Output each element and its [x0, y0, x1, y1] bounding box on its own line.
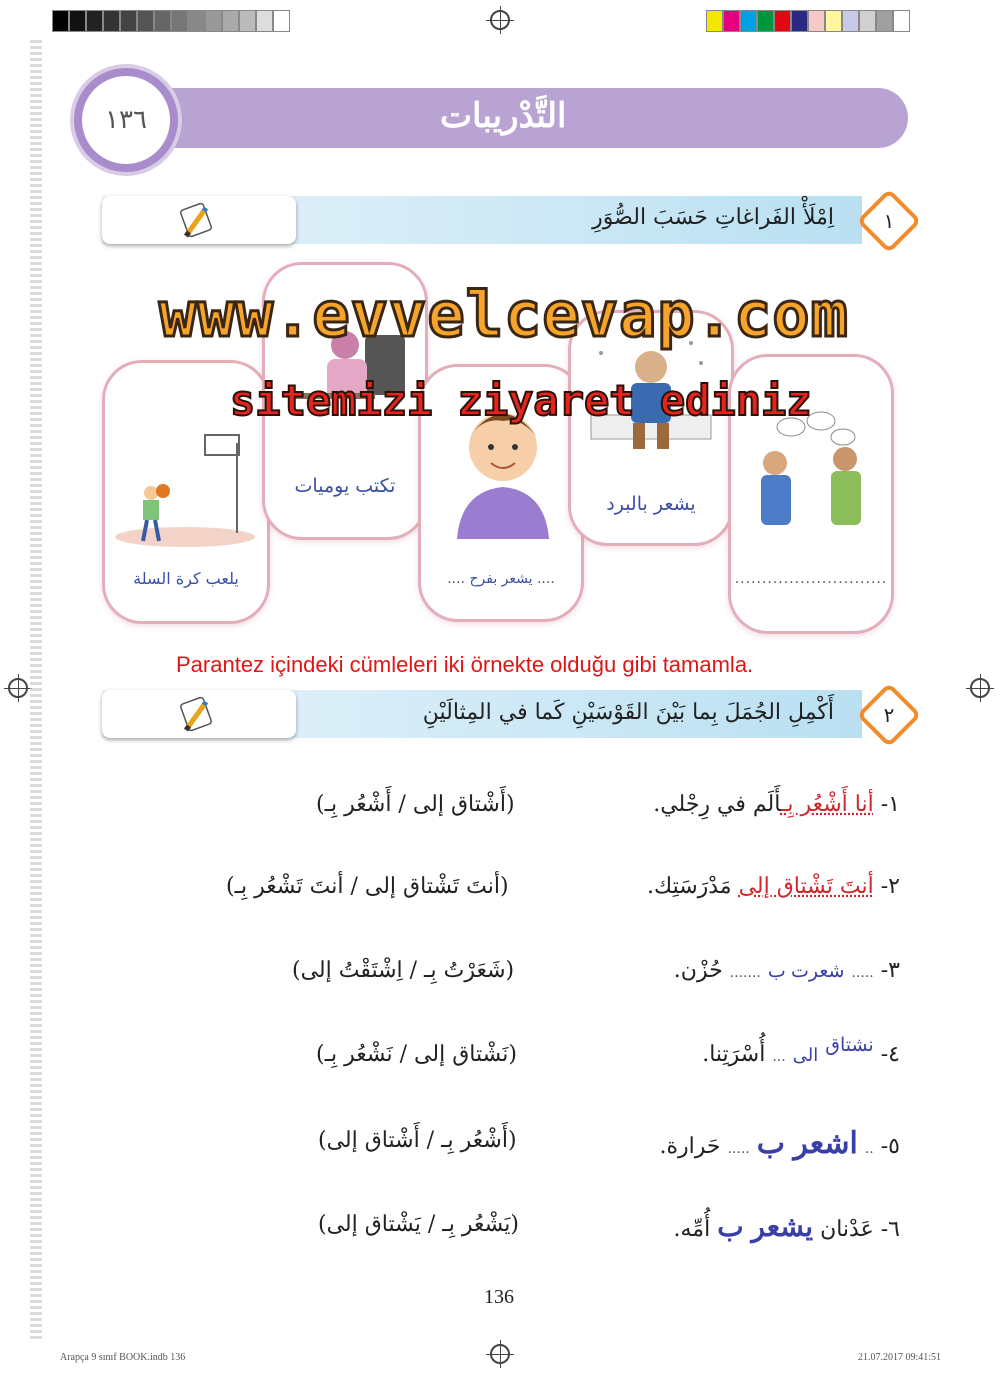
answer-4[interactable]: نشتاق	[825, 1035, 874, 1056]
instruction-text-2: أَكْمِلِ الجُمَلَ بِما بَيْنَ القَوْسَيْنِ كَما في المِثالَيْنِ	[422, 700, 834, 725]
exercise-line-6: ٦- عَدْنان يشعر ب أُمِّه.	[673, 1211, 900, 1242]
answer-blank[interactable]: ............................	[734, 571, 888, 587]
exercise-number-1: ١	[856, 188, 921, 253]
card-caption: يشعر بالبرد	[606, 493, 696, 515]
grayscale-swatches	[52, 10, 290, 34]
footer-filename: Arapça 9 sınıf BOOK.indb 136	[60, 1352, 186, 1363]
page-badge: ١٣٦	[74, 68, 178, 172]
answer-2[interactable]: أنتَ تَشْتاق إلى	[738, 874, 874, 899]
exercise-line-5: ٥- .. اشعر ب ..... حَرارة.	[659, 1127, 900, 1160]
options-1: (أَشْتاق إلى / أَشْعُر بِـ)	[316, 792, 515, 817]
decorative-border	[30, 40, 42, 1340]
answer-6[interactable]: يشعر ب	[717, 1211, 814, 1242]
exercise-line-3: ٣- ..... شعرت ب ....... حُزْن.	[673, 958, 900, 983]
turkish-instruction: Parantez içindeki cümleleri iki örnekte olduğu gibi tamamla.	[176, 652, 754, 677]
exercise-line-4: ٤- نشتاق الى ... أُسْرَتِنا.	[702, 1035, 900, 1067]
registration-mark-right	[970, 678, 990, 698]
registration-mark-bottom	[490, 1344, 510, 1364]
pencil-notebook-icon	[102, 690, 296, 738]
watermark-slogan: sitemizi ziyaret ediniz	[230, 376, 812, 425]
options-3: (شَعَرْتُ بِـ / اِشْتَقْتُ إلى)	[292, 958, 515, 983]
options-6: (يَشْعُر بِـ / يَشْتاق إلى)	[318, 1212, 519, 1237]
page-title: التَّدْريبات	[440, 96, 567, 136]
men-talking-illustration	[731, 407, 891, 577]
card-caption-line: .... يشعر بفرح ....	[447, 571, 555, 587]
card-caption: تكتب يوميات	[294, 475, 396, 497]
page-number: 136	[484, 1286, 514, 1308]
answer-box-1	[102, 196, 296, 244]
answer-4b[interactable]: الى	[792, 1045, 819, 1065]
answer-3[interactable]: شعرت ب	[767, 961, 845, 982]
options-2: (أنتَ تَشْتاق إلى / أنتَ تَشْعُر بِـ)	[226, 874, 509, 899]
exercise-number-2: ٢	[856, 682, 921, 747]
answer-5[interactable]: اشعر ب	[756, 1127, 858, 1160]
footer-timestamp: 21.07.2017 09:41:51	[858, 1352, 942, 1363]
registration-mark-top	[490, 10, 510, 30]
pencil-notebook-icon	[102, 196, 296, 244]
watermark-url: www.evvelcevap.com	[159, 278, 849, 351]
card-caption: يلعب كرة السلة	[133, 569, 239, 588]
answer-box-2	[102, 690, 296, 738]
exercise-line-2: ٢- أنتَ تَشْتاق إلى مَدْرَسَتِك.	[647, 874, 900, 899]
exercise-line-1: ١- أنا أَشْعُر بِـأَلَم في رِجْلي.	[653, 792, 900, 817]
color-swatches	[706, 10, 910, 34]
answer-1[interactable]: أنا أَشْعُر بِـ	[780, 792, 874, 817]
options-5: (أَشْعُر بِـ / أَشْتاق إلى)	[318, 1128, 517, 1153]
options-4: (نَشْتاق إلى / نَشْعُر بِـ)	[316, 1042, 517, 1067]
registration-mark-left	[8, 678, 28, 698]
card-caption: يشعر بفرح	[469, 571, 533, 587]
instruction-text-1: اِمْلَأْ الفَراغاتِ حَسَبَ الصُّوَرِ	[592, 205, 834, 230]
